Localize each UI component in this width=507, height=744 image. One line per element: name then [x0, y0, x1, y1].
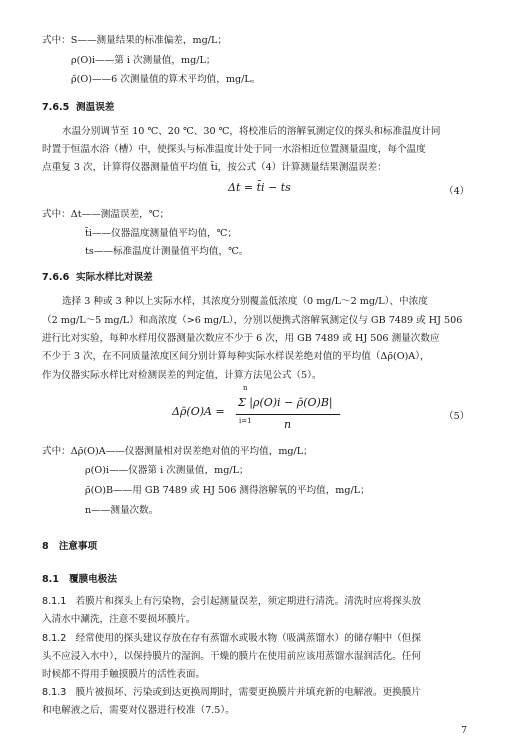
section-title: 测温误差 [76, 102, 115, 113]
list-item [42, 595, 421, 608]
chapter-heading [42, 540, 97, 553]
paragraph-line: （2 mg/L～5 mg/L）和高浓度（>6 mg/L），分别以便携式溶解氧测定仪与 GB 7489 或 HJ 506 [42, 315, 463, 326]
def-line: ρ(O)i——仪器第 i 次测量值，mg/L； [85, 465, 249, 476]
def-line: ρ̄(O)B——用 GB 7489 或 HJ 506 测得溶解氧的平均值，mg/L； [85, 485, 370, 496]
item-number: 8.1.3 [42, 687, 67, 698]
paragraph-line: 和电解液之后，需要对仪器进行校准（7.5）。 [42, 705, 235, 716]
paragraph-line: 选择 3 种或 3 种以上实际水样，其浓度分别覆盖低浓度（0 mg/L～2 mg/L）、中浓度 [62, 296, 428, 307]
section-heading [42, 101, 114, 114]
sum-upper-limit: n [243, 384, 248, 392]
paragraph-line: 点重复 3 次，计算得仪器测量值平均值 t̄i，按公式（4）计算测量结果测温误差： [42, 162, 387, 173]
chapter-title: 注意事项 [58, 541, 98, 552]
fraction-bar [236, 414, 340, 415]
formula-5-numerator: Σ |ρ(O)i − ρ̄(O)B| [238, 396, 333, 409]
equation-number: （5） [444, 411, 470, 422]
def-line: 式中：S——测量结果的标准偏差，mg/L； [42, 35, 227, 46]
paragraph-line: 进行比对实验，每种水样用仪器测量次数应不少于 6 次，用 GB 7489 或 HJ 506 测量次数应 [42, 333, 440, 344]
formula-4: Δt = t̄i − ts [228, 181, 291, 194]
paragraph-line: 时置于恒温水浴（槽）中，使探头与标准温度计处于同一水浴相近位置测量温度，每个温度 [42, 144, 426, 155]
section-heading [42, 271, 153, 284]
formula-5-lhs: Δρ̄(O)A = [172, 405, 225, 418]
def-line: ρ̄(O)——6 次测量值的算术平均值，mg/L。 [71, 74, 261, 85]
item-text: 经常使用的探头建议存放在存有蒸馏水或吸水物（吸满蒸馏水）的储存帽中（但探 [75, 633, 421, 644]
paragraph-line: 头不应浸入水中），以保持膜片的湿润。干燥的膜片在使用前应该用蒸馏水湿润活化。任何 [42, 651, 421, 662]
item-text: 膜片被损坏、污染或到达更换周期时，需要更换膜片并填充新的电解液。更换膜片 [75, 687, 421, 698]
item-text: 若膜片和探头上有污染物，会引起测量误差，须定期进行清洗。清洗时应将探头放 [75, 596, 421, 607]
list-item [42, 686, 421, 699]
item-number: 8.1.2 [42, 633, 67, 644]
equation-number: （4） [444, 186, 470, 197]
def-line: n——测量次数。 [85, 505, 159, 516]
section-title: 覆膜电极法 [69, 574, 117, 585]
paragraph-line: 时候都不得用手触摸膜片的活性表面。 [42, 669, 206, 680]
list-item [42, 632, 421, 645]
paragraph-line: 作为仪器实际水样比对检测误差的判定值，计算方法见公式（5）。 [42, 370, 322, 381]
paragraph-line: 入清水中涮洗，注意不要损坏膜片。 [42, 614, 196, 625]
def-line: ts——标准温度计测量值平均值，℃。 [85, 246, 249, 257]
section-heading [42, 573, 117, 586]
formula-5-denominator: n [284, 418, 292, 431]
page-number: 7 [461, 726, 467, 736]
section-number: 8.1 [42, 574, 59, 585]
def-line: 式中：Δt——测温误差，℃； [42, 209, 170, 220]
def-line: ρ(O)i——第 i 次测量值，mg/L； [71, 55, 216, 66]
chapter-number: 8 [42, 541, 49, 552]
section-title: 实际水样比对误差 [76, 272, 153, 283]
section-number: 7.6.6 [42, 272, 70, 283]
paragraph-line: 水温分别调节至 10 ℃、20 ℃、30 ℃，将校准后的溶解氧测定仪的探头和标准温度计同 [62, 126, 441, 137]
paragraph-line: 不少于 3 次，在不同质量浓度区间分别计算每种实际水样误差绝对值的平均值（Δρ̄(O)A）， [42, 351, 430, 362]
item-number: 8.1.1 [42, 596, 67, 607]
section-number: 7.6.5 [42, 102, 70, 113]
sum-lower-limit: i=1 [239, 417, 252, 425]
def-line: 式中：Δρ̄(O)A——仪器测量相对误差绝对值的平均值，mg/L； [42, 446, 313, 457]
def-line: t̄i——仪器温度测量值平均值，℃； [85, 228, 237, 239]
